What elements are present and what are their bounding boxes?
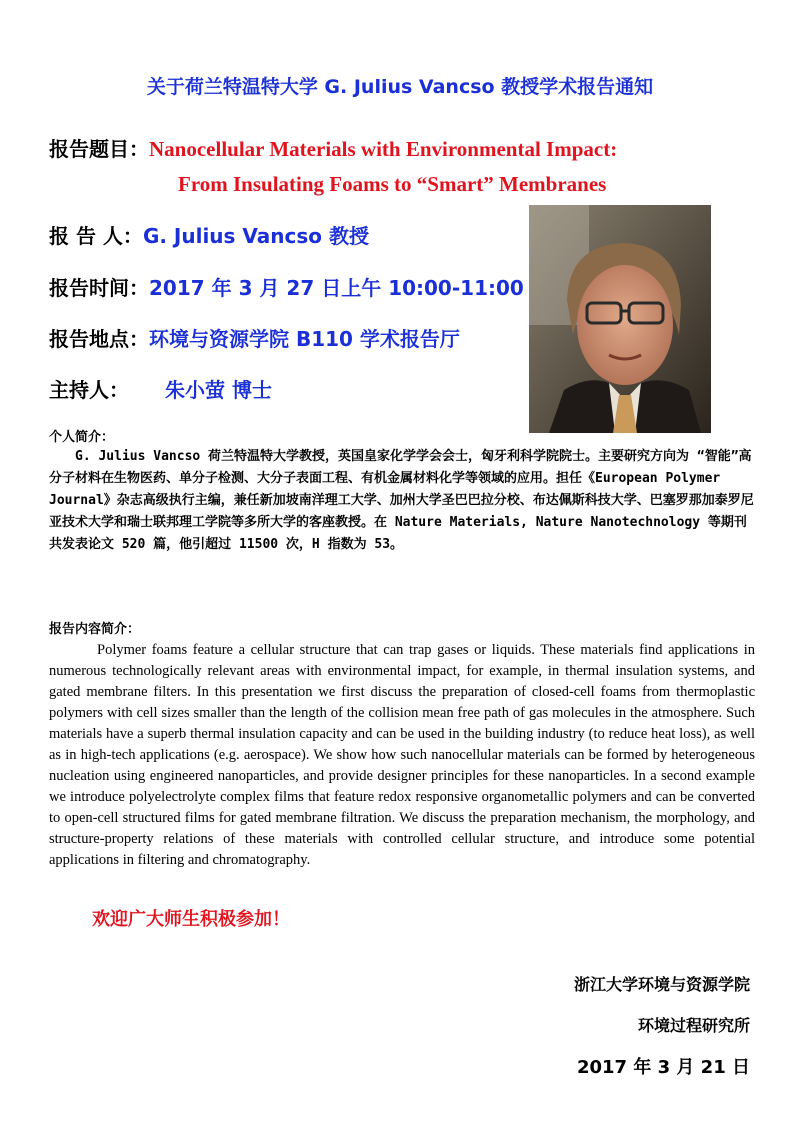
abstract-section <box>49 640 755 871</box>
page-title: 关于荷兰特温特大学 G. Julius Vancso 教授学术报告通知 <box>146 76 654 98</box>
abstract-heading: 报告内容简介： <box>49 622 141 637</box>
host-label: 主持人： <box>49 378 129 402</box>
location-label: 报告地点： <box>49 327 149 351</box>
signature-org-2: 环境过程研究所 <box>637 1016 750 1035</box>
speaker-label: 报 告 人： <box>49 224 143 248</box>
topic-row <box>49 133 617 162</box>
host-value: 朱小萤 博士 <box>165 378 272 402</box>
location-value: 环境与资源学院 B110 学术报告厅 <box>149 327 460 351</box>
welcome-message: 欢迎广大师生积极参加！ <box>92 909 290 930</box>
speaker-photo <box>529 205 711 433</box>
topic-label: 报告题目： <box>49 137 149 161</box>
time-row <box>49 272 524 301</box>
abstract-text: Polymer foams feature a cellular structure that can trap gases or liquids. These materials find applications in numerous technologically relevant areas with environmental impact, for example, in thermal insulation systems, and gated membrane filters. In this presentation we first discuss the preparation of closed-cell foams from thermoplastic polymers with cell sizes smaller than the length of the collision mean free path of gas molecules in the atmosphere. Such materials have a superb thermal insulation capacity and can be used in the building industry (to reduce heat loss), as well as in high-tech applications (e.g. aerospace). We show how such nanocellular materials can be formed by heterogeneous nucleation using engineered nanoparticles, and provide designer principles for these nanoparticles. In a second example we introduce polyelectrolyte complex films that feature redox responsive organometallic polymers and can be converted to open-cell structured films for gated membrane filtration. We discuss the preparation mechanism, the morphology, and structure-property relations of these materials with controlled cellular structure, and introduce some potential applications in filtering and chromatography. <box>49 642 755 868</box>
time-label: 报告时间： <box>49 276 149 300</box>
topic-title-line-2: From Insulating Foams to “Smart” Membranes <box>178 172 607 196</box>
speaker-row <box>49 220 369 249</box>
signature-date: 2017 年 3 月 21 日 <box>576 1057 750 1078</box>
time-value: 2017 年 3 月 27 日上午 10:00-11:00 <box>149 276 524 300</box>
location-row <box>49 323 460 352</box>
bio-text: G. Julius Vancso 荷兰特温特大学教授，英国皇家化学学会会士，匈牙利科学院院士。主要研究方向为 “智能”高分子材料在生物医药、单分子检测、大分子表面工程、有机金属材料化学等领域的应用。担任《European Polymer Journal》杂志高级执行主编，兼任新加坡南洋理工大学、加州大学圣巴巴拉分校、布达佩斯科技大学、巴塞罗那加泰罗尼亚技术大学和瑞士联邦理工学院等多所大学的客座教授。在 Nature Materials, Nature Nanotechnology 等期刊共发表论文 520 篇，他引超过 11500 次，H 指数为 53。 <box>49 449 754 552</box>
bio-heading: 个人简介： <box>49 430 115 445</box>
speaker-name: G. Julius Vancso 教授 <box>142 224 369 248</box>
signature-org-1: 浙江大学环境与资源学院 <box>573 975 750 994</box>
topic-title-line-1: Nanocellular Materials with Environmental Impact: <box>149 137 618 161</box>
bio-section <box>49 446 755 556</box>
host-row <box>49 374 272 403</box>
